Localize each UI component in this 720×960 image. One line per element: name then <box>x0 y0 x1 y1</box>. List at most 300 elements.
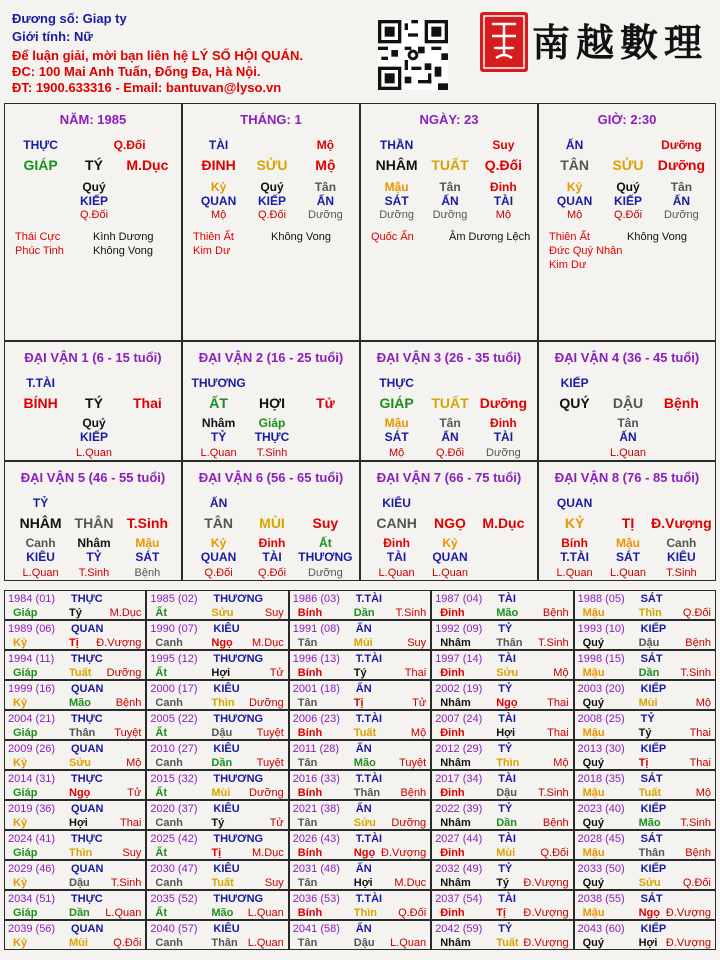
year-stem: Tân <box>297 697 318 709</box>
dai-van-cell-text: KIÊU <box>26 550 55 564</box>
year-state: Mộ <box>410 727 427 739</box>
year-state: Tuyệt <box>114 727 142 739</box>
year-branch: Tị <box>353 697 364 709</box>
dai-van-cell-text: L.Quan <box>609 447 647 459</box>
dai-van-cell-text: Dưỡng <box>486 447 521 459</box>
year-branch: Tý <box>496 877 510 889</box>
header-line-gender: Giới tính: Nữ <box>12 29 93 44</box>
year-stem: Đinh <box>440 787 465 799</box>
year-ten-god: THƯƠNG <box>213 833 264 845</box>
year-label: 2006 (23) <box>292 713 340 725</box>
year-branch: Dậu <box>353 937 375 949</box>
year-state: Đ.Vượng <box>381 847 427 859</box>
dai-van-cell-text: L.Quan <box>75 447 113 459</box>
year-state: Q.Đối <box>540 847 569 859</box>
year-cell <box>431 830 573 860</box>
year-state: Bệnh <box>115 697 142 709</box>
year-cell <box>431 590 573 620</box>
dai-van-cell-text: THƯƠNG <box>191 376 246 390</box>
year-label: 2007 (24) <box>435 713 483 725</box>
year-state: M.Dục <box>252 637 284 649</box>
dai-van-cell-text: Đinh <box>258 536 286 550</box>
pillar-cell <box>182 103 360 341</box>
dai-van-cell-text: TUẤT <box>431 395 469 411</box>
year-cell <box>146 710 288 740</box>
year-stem: Tân <box>297 637 318 649</box>
pillar-cell-text: Suy <box>492 138 515 152</box>
year-state: Dưỡng <box>391 817 427 829</box>
pillar-cell-text: QUAN <box>556 194 593 208</box>
year-stem: Ất <box>155 847 167 859</box>
year-branch: Thìn <box>69 847 93 859</box>
year-branch: Sửu <box>638 877 661 889</box>
year-label: 2016 (33) <box>292 773 340 785</box>
year-stem: Giáp <box>13 907 38 919</box>
dai-van-cell-text: L.Quan <box>378 567 415 579</box>
year-state: Đ.Vượng <box>96 637 142 649</box>
year-cell <box>4 890 146 920</box>
year-label: 2043 (60) <box>577 923 625 935</box>
year-label: 2037 (54) <box>435 893 483 905</box>
pillar-cell-text: Q.Đối <box>79 209 109 221</box>
dai-van-cell-text: Mậu <box>616 536 640 550</box>
pillar-cell <box>360 103 538 341</box>
year-state: Mộ <box>695 697 711 709</box>
dai-van-cell <box>182 341 360 461</box>
year-cell <box>574 770 716 800</box>
year-ten-god: THƯƠNG <box>213 893 264 905</box>
year-cell <box>431 710 573 740</box>
year-cell <box>146 680 288 710</box>
pillar-cell-text: Kỷ <box>566 180 583 194</box>
year-state: Bệnh <box>685 847 711 859</box>
year-branch: Tý <box>211 817 225 829</box>
pillar-cell-text: Quý <box>82 180 106 194</box>
dai-van-cell-text: NGỌ <box>434 515 466 531</box>
pillar-star: Kình Dương <box>93 231 154 243</box>
year-cell <box>431 740 573 770</box>
pillar-cell-text: ẤN <box>565 138 584 152</box>
year-ten-god: TÀI <box>498 773 516 785</box>
year-label: 1990 (07) <box>150 623 198 635</box>
year-cell <box>289 800 431 830</box>
year-stem: Quý <box>582 757 604 769</box>
year-branch: Tị <box>638 757 649 769</box>
year-state: L.Quan <box>247 937 284 949</box>
year-label: 2028 (45) <box>577 833 625 845</box>
dai-van-cell-text: GIÁP <box>379 395 414 411</box>
pillar-cell-text: M.Dục <box>126 157 169 173</box>
dai-van-cell-text: TÂN <box>204 515 233 531</box>
dai-van-cell-text: Đinh <box>490 416 517 430</box>
year-state: T.Sinh <box>110 877 142 889</box>
year-ten-god: QUAN <box>71 863 104 875</box>
year-label: 2038 (55) <box>577 893 625 905</box>
year-cell <box>146 890 288 920</box>
year-label: 2001 (18) <box>292 683 340 695</box>
year-branch: Tuất <box>638 787 661 799</box>
year-state: Dưỡng <box>249 697 284 709</box>
year-label: 1987 (04) <box>435 593 483 605</box>
year-branch: Dậu <box>211 727 233 739</box>
year-ten-god: TÀI <box>498 713 516 725</box>
year-label: 2030 (47) <box>150 863 198 875</box>
dai-van-cell-text: Mậu <box>384 416 409 430</box>
dai-van-cell-title: ĐẠI VẬN 4 (36 - 45 tuổi) <box>554 350 700 365</box>
dai-van-cell-text: SÁT <box>616 550 640 564</box>
year-ten-god: SÁT <box>640 593 663 605</box>
year-state: T.Sinh <box>680 817 711 829</box>
pillar-cell-text: Dưỡng <box>432 209 468 221</box>
dai-van-cell-text: Dưỡng <box>308 567 343 579</box>
year-label: 1988 (05) <box>577 593 625 605</box>
year-stem: Ất <box>155 727 167 739</box>
year-label: 1999 (16) <box>8 683 56 695</box>
year-branch: Sửu <box>211 607 234 619</box>
year-stem: Nhâm <box>440 817 471 829</box>
year-branch: Mùi <box>496 847 516 859</box>
year-ten-god: QUAN <box>71 803 104 815</box>
dai-van-cell-text: L.Quan <box>200 447 237 459</box>
year-label: 1995 (12) <box>150 653 198 665</box>
dai-van-cell <box>360 341 538 461</box>
dai-van-cell-title: ĐẠI VẬN 8 (76 - 85 tuổi) <box>554 470 700 485</box>
year-stem: Bính <box>297 667 323 679</box>
year-branch: Ngọ <box>353 847 376 859</box>
year-cell <box>431 770 573 800</box>
year-stem: Mậu <box>582 907 605 919</box>
year-stem: Quý <box>582 697 604 709</box>
year-state: Tử <box>269 817 284 829</box>
year-ten-god: T.TÀI <box>355 713 383 725</box>
year-stem: Ất <box>155 787 167 799</box>
year-cell <box>431 920 573 950</box>
year-stem: Bính <box>297 727 323 739</box>
year-branch: Sửu <box>353 817 376 829</box>
pillar-star: Thiên Ất <box>193 231 234 243</box>
pillar-cell-text: Dưỡng <box>308 209 343 221</box>
year-cell <box>146 830 288 860</box>
dai-van-cell-text: Tân <box>439 416 461 430</box>
year-label: 2029 (46) <box>8 863 56 875</box>
year-ten-god: KIÊU <box>213 743 240 755</box>
year-ten-god: ẤN <box>355 683 372 695</box>
dai-van-cell-text: TÝ <box>85 395 103 411</box>
pillar-cell-text: Đinh <box>490 180 517 194</box>
year-label: 2039 (56) <box>8 923 56 935</box>
year-stem: Mậu <box>582 847 605 859</box>
pillar-cell-text: Tân <box>439 180 461 194</box>
year-branch: Mùi <box>638 697 658 709</box>
year-ten-god: ẤN <box>355 803 372 815</box>
year-cell <box>574 740 716 770</box>
dai-van-cell-text: Dưỡng <box>479 395 528 411</box>
year-cell <box>289 890 431 920</box>
year-ten-god: KIÊU <box>213 863 240 875</box>
year-branch: Dần <box>353 607 375 619</box>
dai-van-cell-text: Giáp <box>258 416 286 430</box>
year-label: 2010 (27) <box>150 743 198 755</box>
year-stem: Kỷ <box>13 817 28 829</box>
year-label: 2042 (59) <box>435 923 483 935</box>
pillar-cell-text: TUẤT <box>431 157 469 173</box>
year-cell <box>146 650 288 680</box>
pillar-star: Thiên Ất <box>549 231 590 243</box>
year-label: 2024 (41) <box>8 833 56 845</box>
year-stem: Nhâm <box>440 937 471 949</box>
pillar-cell-text: Mậu <box>384 180 409 194</box>
pillar-cell-title: GIỜ: 2:30 <box>597 112 657 127</box>
dai-van-cell-text: MÙI <box>259 515 285 531</box>
year-label: 2012 (29) <box>435 743 483 755</box>
pillar-cell-text: Mộ <box>316 138 335 152</box>
dai-van-cell-text: ẤN <box>441 430 459 444</box>
year-label: 1993 (10) <box>577 623 625 635</box>
year-label: 1994 (11) <box>8 653 55 665</box>
dai-van-cell-text: TỶ <box>210 430 227 444</box>
year-ten-god: TÀI <box>498 893 516 905</box>
dai-van-cell-text: L.Quan <box>431 567 469 579</box>
year-state: Bệnh <box>685 637 711 649</box>
year-branch: Mão <box>211 907 234 919</box>
year-state: Suy <box>407 637 427 649</box>
dai-van-cell <box>182 461 360 581</box>
pillar-cell-text: Q.Đối <box>613 209 643 221</box>
pillar-cell-text: Tân <box>314 180 337 194</box>
year-branch: Sửu <box>69 757 92 769</box>
pillar-cell-text: GIÁP <box>23 157 58 173</box>
year-stem: Bính <box>297 607 323 619</box>
pillar-cell-text: TÀI <box>493 194 514 208</box>
year-stem: Giáp <box>13 787 38 799</box>
year-label: 1998 (15) <box>577 653 625 665</box>
pillar-cell-text: TÝ <box>85 157 103 173</box>
year-stem: Giáp <box>13 667 38 679</box>
year-cell <box>289 740 431 770</box>
pillar-cell-text: Mộ <box>495 209 512 221</box>
year-ten-god: SÁT <box>640 773 663 785</box>
year-stem: Đinh <box>440 727 465 739</box>
year-stem: Nhâm <box>440 697 471 709</box>
dai-van-cell-text: ẤT <box>209 395 228 411</box>
year-cell <box>431 680 573 710</box>
year-branch: Mão <box>638 817 661 829</box>
year-cell <box>4 920 146 950</box>
dai-van-cell-text: NHÂM <box>19 515 62 531</box>
year-stem: Quý <box>582 637 604 649</box>
pillar-cell-text: SÁT <box>384 194 409 208</box>
year-state: Tuyệt <box>256 757 284 769</box>
qr-code-icon[interactable] <box>378 20 448 90</box>
pillar-cell-text: Q.Đối <box>257 209 287 221</box>
year-label: 2035 (52) <box>150 893 198 905</box>
year-ten-god: TỶ <box>498 923 513 935</box>
year-branch: Mão <box>496 607 519 619</box>
year-branch: Thìn <box>353 907 378 919</box>
year-ten-god: TÀI <box>498 653 516 665</box>
year-cell <box>574 830 716 860</box>
year-state: Tuyệt <box>399 757 427 769</box>
year-ten-god: TỶ <box>498 803 513 815</box>
year-ten-god: THƯƠNG <box>213 773 264 785</box>
year-cell <box>574 890 716 920</box>
year-label: 2040 (57) <box>150 923 198 935</box>
dai-van-cell-text: TÀI <box>493 430 514 444</box>
year-ten-god: ẤN <box>355 863 372 875</box>
dai-van-cell-text: THÂN <box>74 515 114 531</box>
year-ten-god: TỶ <box>640 713 655 725</box>
pillar-cell-text: Dưỡng <box>664 209 699 221</box>
year-ten-god: KIÊU <box>213 803 240 815</box>
year-stem: Nhâm <box>440 637 471 649</box>
year-label: 2014 (31) <box>8 773 56 785</box>
pillar-star: Không Vong <box>271 231 331 243</box>
year-ten-god: TỶ <box>498 683 513 695</box>
pillar-cell-text: Mộ <box>210 209 227 221</box>
dai-van-cell-text: T.Sinh <box>256 447 288 459</box>
year-ten-god: KIẾP <box>640 683 667 695</box>
pillar-cell-text: Tân <box>670 180 693 194</box>
year-branch: Mùi <box>211 787 231 799</box>
year-branch: Ngọ <box>638 907 660 919</box>
year-ten-god: THỰC <box>71 833 103 845</box>
year-state: Q.Đối <box>113 937 142 949</box>
year-branch: Dần <box>638 667 660 679</box>
pillar-cell-text: Mộ <box>315 157 336 173</box>
year-branch: Tý <box>69 607 82 619</box>
year-cell <box>574 860 716 890</box>
year-stem: Kỷ <box>13 937 28 949</box>
year-cell <box>4 770 146 800</box>
year-ten-god: THƯƠNG <box>213 653 264 665</box>
year-cell <box>431 620 573 650</box>
year-state: Mộ <box>126 757 142 769</box>
year-ten-god: TỶ <box>498 743 513 755</box>
year-ten-god: TÀI <box>498 833 516 845</box>
dai-van-cell-text: Canh <box>25 536 56 550</box>
year-state: Thai <box>689 757 711 769</box>
dai-van-cell-text: Đ.Vượng <box>651 515 712 531</box>
year-state: Bệnh <box>542 607 569 619</box>
year-stem: Nhâm <box>440 877 471 889</box>
header-line-phone-email: ĐT: 1900.633316 - Email: bantuvan@lyso.vn <box>12 80 282 95</box>
dai-van-cell-text: Mộ <box>388 447 405 459</box>
year-state: Đ.Vượng <box>523 907 569 919</box>
year-stem: Giáp <box>13 607 38 619</box>
year-ten-god: THỰC <box>71 593 103 605</box>
year-stem: Mậu <box>582 667 605 679</box>
year-cell <box>574 650 716 680</box>
year-ten-god: T.TÀI <box>355 653 383 665</box>
year-stem: Giáp <box>13 727 38 739</box>
year-cell <box>4 740 146 770</box>
year-label: 1985 (02) <box>150 593 198 605</box>
year-ten-god: ẤN <box>355 623 372 635</box>
dai-van-cell-text: Suy <box>312 515 339 531</box>
pillar-star: Âm Dương Lệch <box>449 231 531 243</box>
year-branch: Tuất <box>211 877 234 889</box>
year-ten-god: THỰC <box>71 713 103 725</box>
year-state: Bệnh <box>542 817 569 829</box>
year-branch: Tuất <box>69 667 92 679</box>
year-label: 2026 (43) <box>292 833 340 845</box>
year-state: L.Quan <box>390 937 427 949</box>
dai-van-cell-text: Kỷ <box>442 536 458 550</box>
year-ten-god: KIẾP <box>640 803 667 815</box>
dai-van-cell-text: TỊ <box>621 515 635 531</box>
dai-van-cell-text: TỶ <box>86 550 102 564</box>
dai-van-cell-text: M.Dục <box>482 515 525 531</box>
year-stem: Mậu <box>582 787 605 799</box>
dai-van-cell-title: ĐẠI VẬN 2 (16 - 25 tuổi) <box>198 350 344 365</box>
year-ten-god: KIẾP <box>640 863 667 875</box>
year-label: 1991 (08) <box>292 623 340 635</box>
year-branch: Tị <box>496 907 506 919</box>
year-stem: Ất <box>155 907 167 919</box>
year-cell <box>574 590 716 620</box>
dai-van-cell-title: ĐẠI VẬN 5 (46 - 55 tuổi) <box>20 470 166 485</box>
year-state: M.Dục <box>109 607 142 619</box>
year-ten-god: ẤN <box>355 923 372 935</box>
year-ten-god: KIÊU <box>213 923 240 935</box>
year-state: L.Quan <box>247 907 284 919</box>
pillar-cell-text: Dưỡng <box>657 157 706 173</box>
year-label: 2015 (32) <box>150 773 198 785</box>
year-stem: Giáp <box>13 847 38 859</box>
year-branch: Dần <box>496 817 517 829</box>
header-line-contact: Để luận giải, mời bạn liên hệ LÝ SỐ HỘI QUÁN. <box>12 48 303 63</box>
year-stem: Quý <box>582 877 604 889</box>
pillar-cell-text: TÂN <box>560 157 589 173</box>
year-stem: Canh <box>155 637 183 649</box>
pillar-cell-text: NHÂM <box>375 157 418 173</box>
year-ten-god: SÁT <box>640 833 663 845</box>
year-label: 2018 (35) <box>577 773 625 785</box>
year-stem: Kỷ <box>13 757 28 769</box>
year-stem: Đinh <box>440 907 465 919</box>
year-state: Đ.Vượng <box>523 937 569 949</box>
year-state: Q.Đối <box>682 877 711 889</box>
year-state: M.Dục <box>394 877 427 889</box>
year-cell <box>4 710 146 740</box>
dai-van-cell-text: Q.Đối <box>257 567 287 579</box>
year-label: 2022 (39) <box>435 803 483 815</box>
dai-van-cell-text: Q.Đối <box>204 567 233 579</box>
year-stem: Kỷ <box>13 697 28 709</box>
pillar-cell-text: ẤN <box>441 194 459 208</box>
year-state: M.Dục <box>252 847 284 859</box>
year-stem: Đinh <box>440 667 465 679</box>
pillar-star: Quốc Ấn <box>371 231 414 243</box>
pillar-cell-text: Dưỡng <box>379 209 414 221</box>
pillar-cell-text: Q.Đối <box>484 157 523 173</box>
year-ten-god: THỰC <box>71 893 103 905</box>
year-label: 2034 (51) <box>8 893 56 905</box>
dai-van-cell-text: KIÊU <box>382 496 411 510</box>
year-branch: Thân <box>353 787 381 799</box>
year-cell <box>289 620 431 650</box>
year-cell <box>574 680 716 710</box>
pillar-cell-text: THẦN <box>379 138 414 152</box>
year-branch: Sửu <box>496 667 519 679</box>
year-branch: Hợi <box>69 817 88 829</box>
dai-van-cell-text: Nhâm <box>201 416 236 430</box>
year-cell <box>289 770 431 800</box>
dai-van-cell-text: Kỷ <box>210 536 227 550</box>
year-cell <box>146 620 288 650</box>
year-state: Tử <box>412 697 427 709</box>
dai-van-cell-text: SÁT <box>135 550 160 564</box>
